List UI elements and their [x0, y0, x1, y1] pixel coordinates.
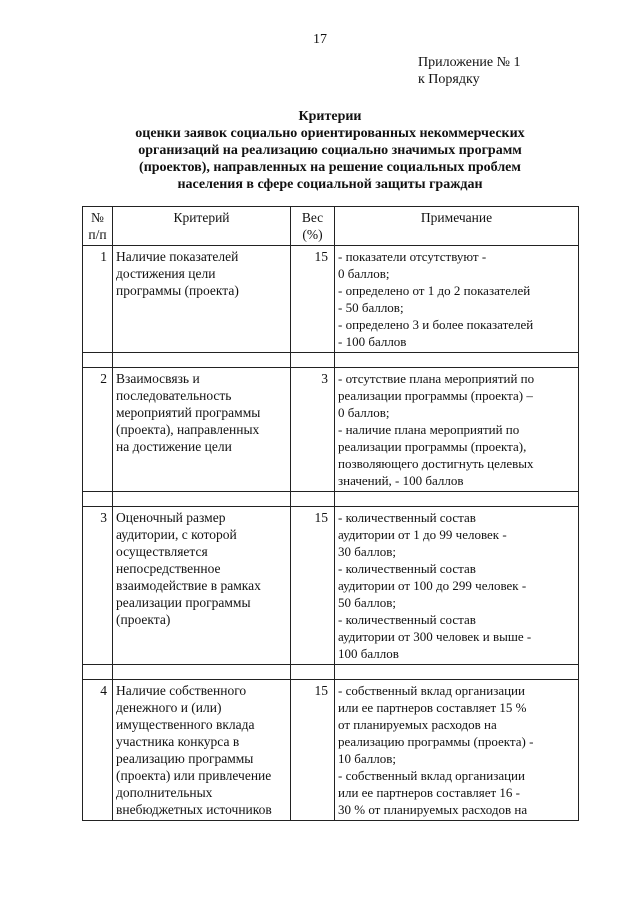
header-criterion: Критерий: [113, 207, 291, 246]
header-weight: Вес (%): [291, 207, 335, 246]
header-num: № п/п: [83, 207, 113, 246]
appendix-line-2: к Порядку: [418, 72, 480, 87]
note-line: реализации программы (проекта) –: [338, 388, 533, 403]
note-line: аудитории от 100 до 299 человек -: [338, 578, 527, 593]
criterion-line: достижения цели: [116, 266, 216, 281]
table-row: [83, 368, 579, 492]
title-line: организаций на реализацию социально значимых программ: [138, 143, 522, 158]
note-line: от планируемых расходов на: [338, 717, 497, 732]
note-line: 30 % от планируемых расходов на: [338, 802, 528, 817]
note-cell: [335, 246, 579, 353]
note-line: 30 баллов;: [338, 544, 396, 559]
note-line: 50 баллов;: [338, 595, 396, 610]
page-number: 17: [313, 32, 327, 47]
note-cell: [335, 368, 579, 492]
note-line: 100 баллов: [338, 646, 399, 661]
criterion-line: реализации программы: [116, 595, 251, 610]
criterion-line: реализацию программы: [116, 751, 254, 766]
note-cell: [335, 680, 579, 821]
criterion-line: непосредственное: [116, 561, 221, 576]
weight-cell: 15: [291, 680, 335, 821]
note-line: 10 баллов;: [338, 751, 396, 766]
note-line: аудитории от 1 до 99 человек -: [338, 527, 507, 542]
note-line: - собственный вклад организации: [338, 768, 525, 783]
appendix-reference: [418, 54, 521, 88]
note-line: или ее партнеров составляет 15 %: [338, 700, 527, 715]
title-line: оценки заявок социально ориентированных некоммерческих: [135, 126, 525, 141]
table-row: [83, 507, 579, 665]
criterion-line: Наличие показателей: [116, 249, 239, 264]
row-number: 2: [83, 368, 113, 492]
criterion-line: Оценочный размер: [116, 510, 226, 525]
note-line: 0 баллов;: [338, 405, 390, 420]
criterion-cell: [113, 507, 291, 665]
criterion-line: взаимодействие в рамках: [116, 578, 261, 593]
note-line: аудитории от 300 человек и выше -: [338, 629, 532, 644]
row-number: 1: [83, 246, 113, 353]
note-line: - количественный состав: [338, 561, 476, 576]
note-line: или ее партнеров составляет 16 -: [338, 785, 520, 800]
criterion-line: мероприятий программы: [116, 405, 261, 420]
note-line: - количественный состав: [338, 510, 476, 525]
criterion-line: Взаимосвязь и: [116, 371, 200, 386]
header-note: Примечание: [335, 207, 579, 246]
note-cell: [335, 507, 579, 665]
row-spacer: [83, 665, 579, 680]
criterion-line: участника конкурса в: [116, 734, 240, 749]
criterion-line: денежного и (или): [116, 700, 222, 715]
row-spacer: [83, 353, 579, 368]
appendix-line-1: Приложение № 1: [418, 55, 521, 70]
criteria-table: [82, 206, 579, 821]
note-line: значений, - 100 баллов: [338, 473, 464, 488]
criterion-line: осуществляется: [116, 544, 208, 559]
criterion-cell: [113, 246, 291, 353]
criterion-line: аудитории, с которой: [116, 527, 237, 542]
document-title: [80, 108, 580, 193]
title-heading: Критерии: [298, 109, 362, 124]
table-header-row: [83, 207, 579, 246]
note-line: реализации программы (проекта),: [338, 439, 527, 454]
row-spacer: [83, 492, 579, 507]
table-row: [83, 680, 579, 821]
criterion-line: (проекта): [116, 612, 171, 627]
note-line: - количественный состав: [338, 612, 476, 627]
note-line: 0 баллов;: [338, 266, 390, 281]
criterion-cell: [113, 368, 291, 492]
note-line: - 100 баллов: [338, 334, 407, 349]
weight-cell: 15: [291, 246, 335, 353]
note-line: реализацию программы (проекта) -: [338, 734, 534, 749]
criterion-line: на достижение цели: [116, 439, 232, 454]
criterion-line: программы (проекта): [116, 283, 239, 298]
criterion-line: (проекта), направленных: [116, 422, 260, 437]
criterion-line: последовательность: [116, 388, 232, 403]
criterion-line: имущественного вклада: [116, 717, 255, 732]
title-line: населения в сфере социальной защиты граждан: [177, 177, 483, 192]
note-line: - отсутствие плана мероприятий по: [338, 371, 535, 386]
row-number: 4: [83, 680, 113, 821]
note-line: - собственный вклад организации: [338, 683, 525, 698]
title-line: (проектов), направленных на решение социальных проблем: [139, 160, 521, 175]
criterion-line: дополнительных: [116, 785, 213, 800]
note-line: - показатели отсутствуют -: [338, 249, 487, 264]
criterion-line: внебюджетных источников: [116, 802, 272, 817]
criterion-line: Наличие собственного: [116, 683, 247, 698]
note-line: - определено 3 и более показателей: [338, 317, 534, 332]
weight-cell: 15: [291, 507, 335, 665]
note-line: позволяющего достигнуть целевых: [338, 456, 534, 471]
note-line: - 50 баллов;: [338, 300, 404, 315]
note-line: - определено от 1 до 2 показателей: [338, 283, 531, 298]
criterion-cell: [113, 680, 291, 821]
note-line: - наличие плана мероприятий по: [338, 422, 520, 437]
table-row: [83, 246, 579, 353]
criterion-line: (проекта) или привлечение: [116, 768, 272, 783]
row-number: 3: [83, 507, 113, 665]
weight-cell: 3: [291, 368, 335, 492]
